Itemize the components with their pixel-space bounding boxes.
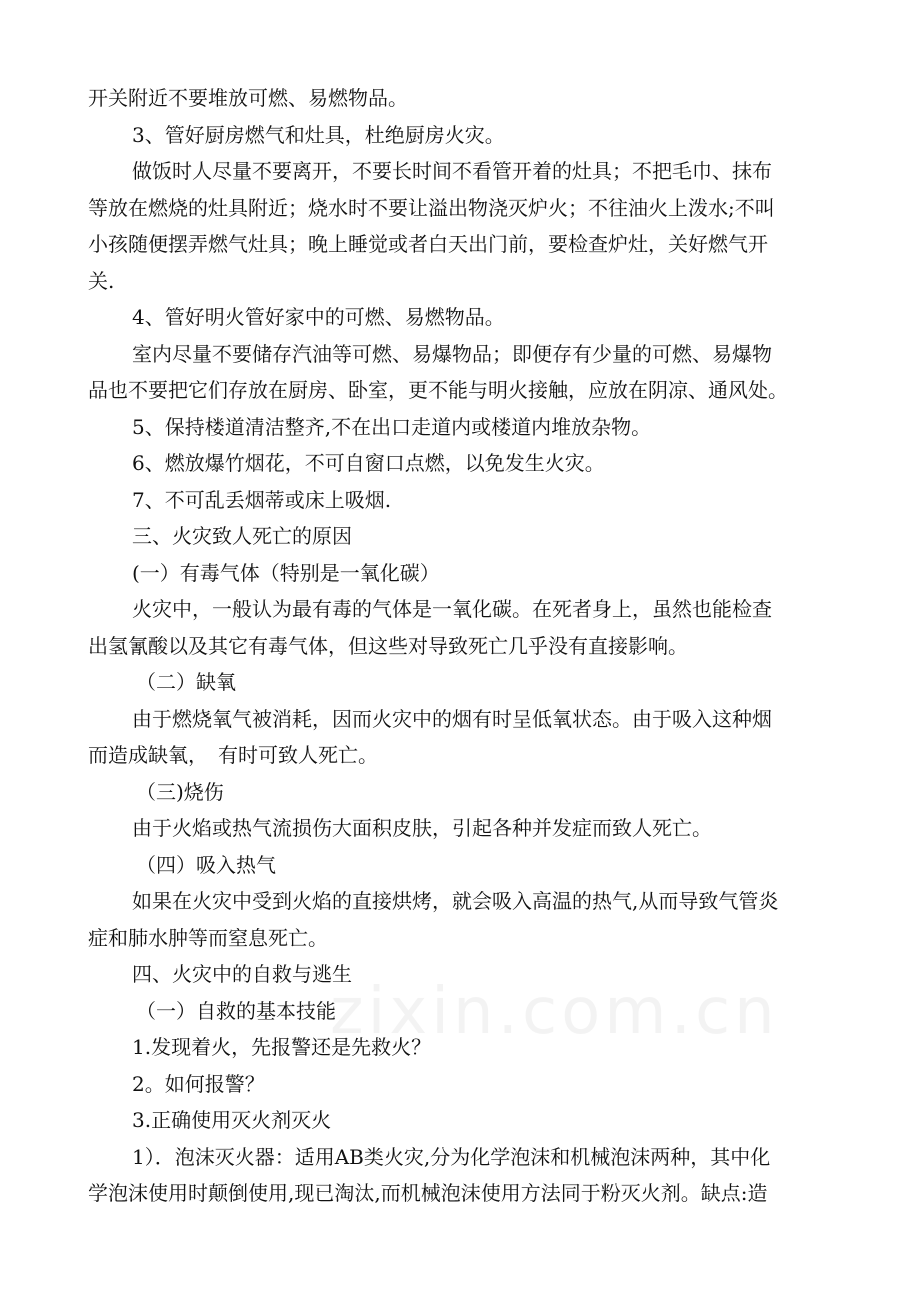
list-item-5: 5、保持楼道清洁整齐,不在出口走道内或楼道内堆放杂物。 bbox=[132, 414, 652, 439]
text-line-1: 开关附近不要堆放可燃、易燃物品。 bbox=[88, 86, 408, 110]
list-item-3: 3、管好厨房燃气和灶具，杜绝厨房火灾。 bbox=[132, 122, 505, 147]
section-heading-3: 三、火灾致人死亡的原因 bbox=[132, 524, 352, 548]
paragraph-line: 而造成缺氧， 有时可致人死亡。 bbox=[88, 743, 378, 767]
paragraph-line: 由于火焰或热气流损伤大面积皮肤，引起各种并发症而致人死亡。 bbox=[132, 816, 712, 840]
subheading-hypoxia: （二）缺氧 bbox=[136, 670, 236, 694]
paragraph-line: 关. bbox=[88, 268, 115, 293]
paragraph-line: 出氢氰酸以及其它有毒气体，但这些对导致死亡几乎没有直接影响。 bbox=[88, 633, 688, 658]
list-item-3-extinguish: 3.正确使用灭火剂灭火 bbox=[132, 1108, 332, 1132]
paragraph-line: 1）．泡沫灭火器：适用AB类火灾,分为化学泡沫和机械泡沫两种，其中化 bbox=[132, 1144, 771, 1169]
paragraph-line: 做饭时人尽量不要离开，不要长时间不看管开着的灶具；不把毛巾、抹布 bbox=[132, 159, 772, 183]
subheading-toxic-gas: (一）有毒气体（特别是一氧化碳） bbox=[132, 560, 440, 585]
paragraph-line: 小孩随便摆弄燃气灶具；晚上睡觉或者白天出门前，要检查炉灶，关好燃气开 bbox=[88, 232, 768, 256]
paragraph-line: 症和肺水肿等而窒息死亡。 bbox=[88, 925, 328, 950]
paragraph-line: 品也不要把它们存放在厨房、卧室，更不能与明火接触，应放在阴凉、通风处。 bbox=[88, 378, 788, 402]
list-item-2: 2。如何报警？ bbox=[132, 1071, 265, 1096]
paragraph-line: 等放在燃烧的灶具附近；烧水时不要让溢出物浇灭炉火；不往油火上泼水;不叫 bbox=[88, 195, 775, 220]
list-item-7: 7、不可乱丢烟蒂或床上吸烟. bbox=[132, 487, 392, 512]
paragraph-line: 学泡沫使用时颠倒使用,现已淘汰,而机械泡沫使用方法同于粉灭火剂。缺点:造 bbox=[88, 1181, 768, 1205]
paragraph-line: 室内尽量不要储存汽油等可燃、易爆物品；即便存有少量的可燃、易爆物 bbox=[132, 341, 772, 366]
paragraph-line: 由于燃烧氧气被消耗，因而火灾中的烟有时呈低氧状态。由于吸入这种烟 bbox=[132, 706, 772, 731]
list-item-6: 6、燃放爆竹烟花，不可自窗口点燃，以免发生火灾。 bbox=[132, 451, 605, 475]
list-item-4: 4、管好明火管好家中的可燃、易燃物品。 bbox=[132, 305, 505, 329]
paragraph-line: 火灾中，一般认为最有毒的气体是一氧化碳。在死者身上，虽然也能检查 bbox=[132, 597, 772, 621]
paragraph-line: 如果在火灾中受到火焰的直接烘烤，就会吸入高温的热气,从而导致气管炎 bbox=[132, 889, 779, 913]
list-item-1: 1.发现着火，先报警还是先救火？ bbox=[132, 1035, 432, 1059]
document-page bbox=[88, 80, 836, 1212]
section-heading-4: 四、火灾中的自救与逃生 bbox=[132, 962, 352, 986]
subheading-self-rescue-skills: （一）自救的基本技能 bbox=[136, 998, 336, 1023]
subheading-hot-air: （四）吸入热气 bbox=[136, 852, 276, 877]
subheading-burns: （三)烧伤 bbox=[136, 779, 224, 804]
